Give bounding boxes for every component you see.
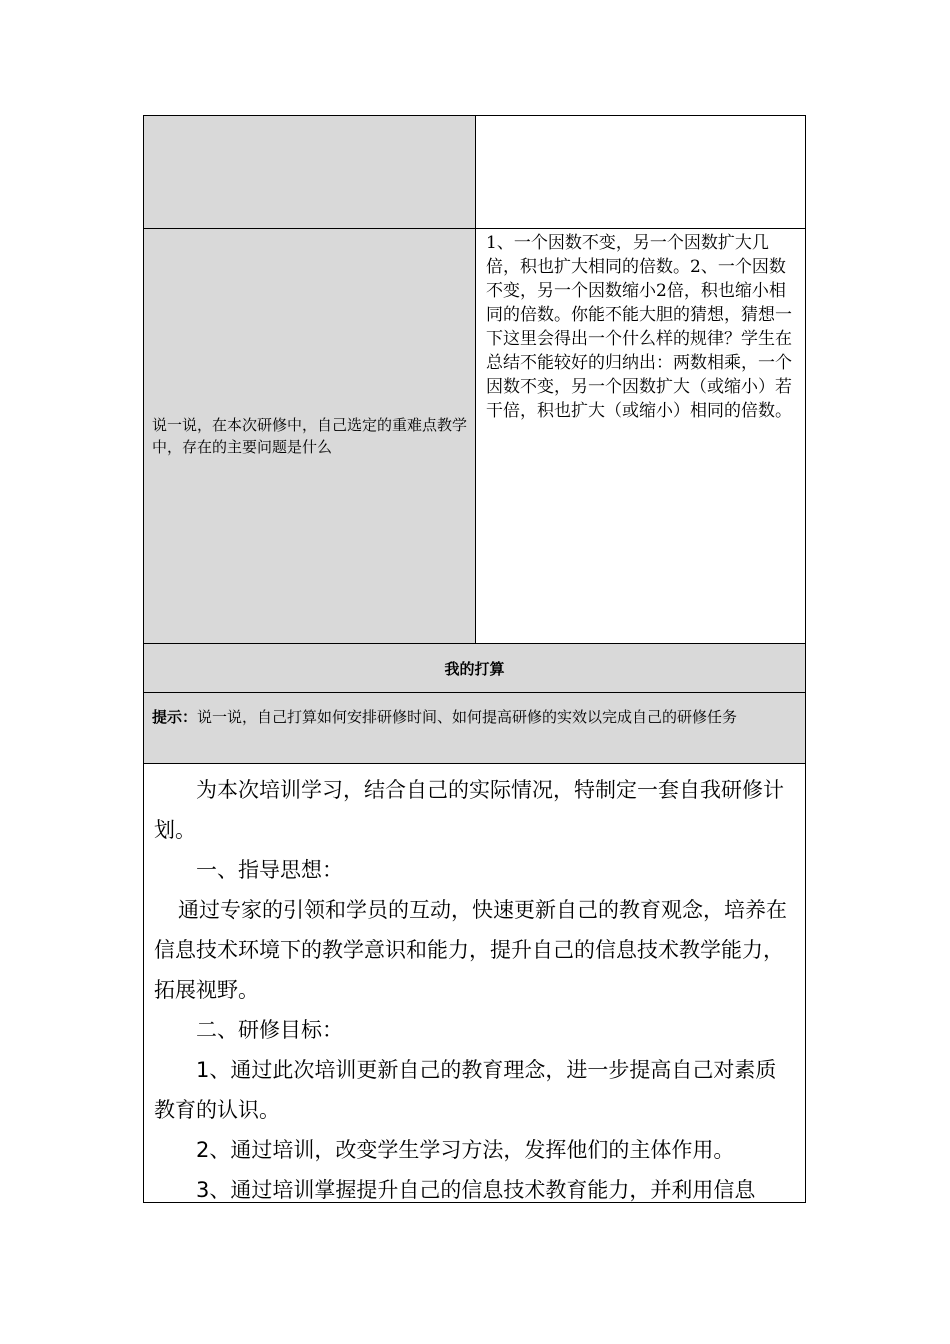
row1-label-cell [144,116,475,228]
plan-heading-goals: 二、研修目标： [196,1018,343,1042]
section-heading-cell [144,644,805,692]
section-heading: 我的打算 [444,659,505,678]
question-answer-cell [476,229,806,643]
question-answer: 1、一个因数不变，另一个因数扩大几倍，积也扩大相同的倍数。2、一个因数不变，另一个因数缩小2倍，积也缩小相同的倍数。你能不能大胆的猜想，猜想一下这里会得出一个什么样的规律？学生在总结不能较好的归纳出：两数相乘，一个因数不变，另一个因数扩大（或缩小）若干倍，积也扩大（或缩小）相同的倍数。 [486,233,792,421]
plan-intro: 为本次培训学习，结合自己的实际情况，特制定一套自我研修计划。 [154,778,784,842]
plan-heading-guiding: 一、指导思想： [196,858,343,882]
plan-body-cell [144,764,805,1202]
question-label-cell [144,229,475,643]
plan-goal-1: 1、通过此次培训更新自己的教育理念，进一步提高自己对素质教育的认识。 [154,1058,777,1122]
plan-table [143,115,806,1203]
hint-label: 提示： [152,708,198,726]
hint-cell [144,693,805,763]
plan-goal-2: 2、通过培训，改变学生学习方法，发挥他们的主体作用。 [196,1138,735,1162]
question-label: 说一说，在本次研修中，自己选定的重难点教学中，存在的主要问题是什么 [152,416,468,456]
plan-guiding-text: 通过专家的引领和学员的互动，快速更新自己的教育观念，培养在信息技术环境下的教学意识和能力，提升自己的信息技术教学能力，拓展视野。 [154,898,787,1002]
hint-text: 说一说，自己打算如何安排研修时间、如何提高研修的实效以完成自己的研修任务 [197,708,738,726]
plan-goal-3: 3、通过培训掌握提升自己的信息技术教育能力，并利用信息 [196,1178,756,1202]
row1-answer-cell [476,116,806,228]
